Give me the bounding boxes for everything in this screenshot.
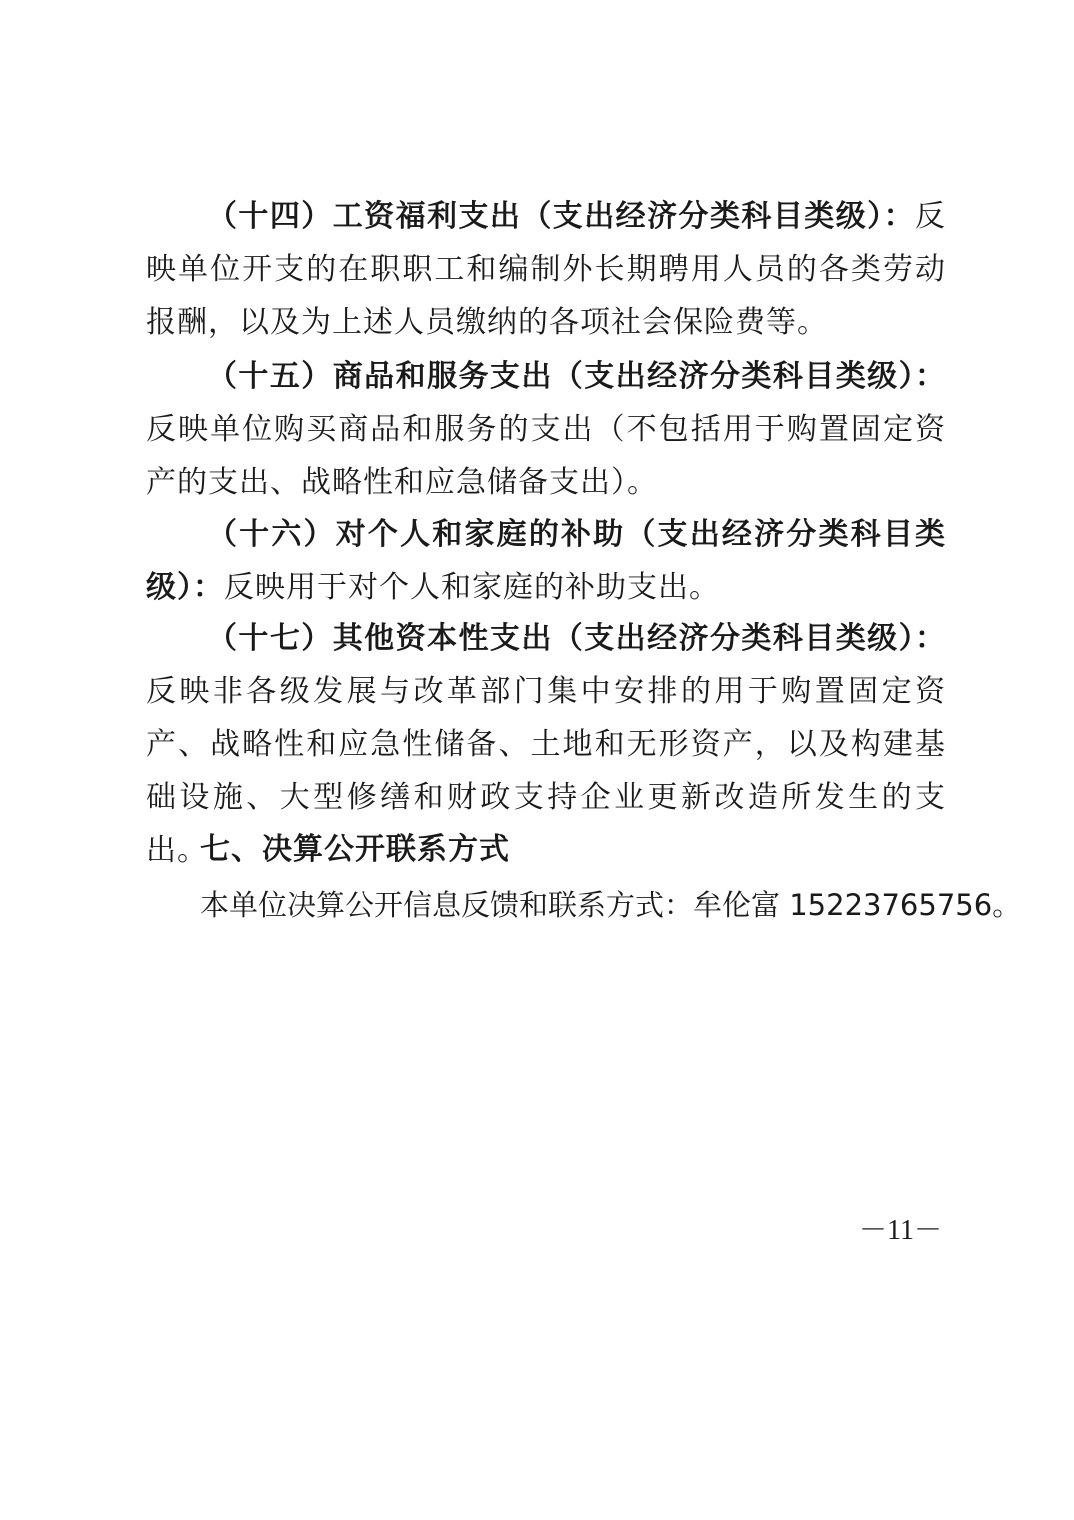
paragraph-body: 反映非各级发展与改革部门集中安排的用于购置固定资产、战略性和应急性储备、土地和无形资产，以及构建基础设施、大型修缮和财政支持企业更新改造所发生的支出。 (146, 674, 946, 868)
paragraph-body: 反映单位开支的在职职工和编制外长期聘用人员的各类劳动报酬，以及为上述人员缴纳的各项社会保险费等。 (146, 199, 946, 340)
paragraph-lead: （十五）商品和服务支出（支出经济分类科目类级）： (207, 359, 946, 394)
contact-info: 本单位决算公开信息反馈和联系方式：牟伦富 15223765756。 (200, 888, 1022, 922)
page-number: －11－ (859, 1215, 942, 1246)
paragraph-lead: （十四）工资福利支出（支出经济分类科目类级）： (207, 199, 915, 234)
paragraph-body: 反映用于对个人和家庭的补助支出。 (224, 570, 720, 605)
paragraph-lead: （十六）对个人和家庭的补助（支出经济分类科目类级）： (146, 517, 946, 605)
paragraph-lead: （十七）其他资本性支出（支出经济分类科目类级）： (207, 621, 946, 656)
paragraph-goods-services (146, 350, 946, 509)
paragraph-household-subsidy (146, 508, 946, 614)
paragraph-body: 反映单位购买商品和服务的支出（不包括用于购置固定资产的支出、战略性和应急储备支出）。 (146, 412, 946, 500)
section-heading: 七、决算公开联系方式 (200, 832, 510, 867)
paragraph-wage-welfare (146, 190, 946, 349)
